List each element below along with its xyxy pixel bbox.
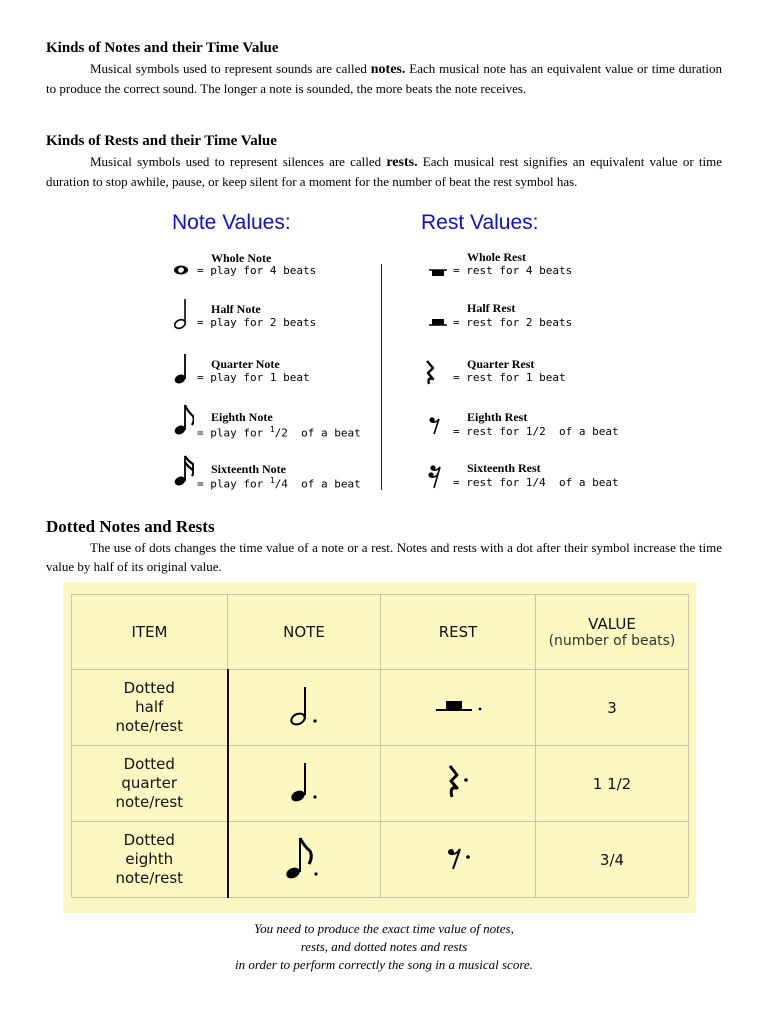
note-cell	[228, 670, 381, 746]
eighth-note-icon	[172, 404, 194, 441]
half-rest-name: Half Rest	[467, 301, 516, 315]
note-cell	[228, 746, 381, 822]
chart-divider	[381, 264, 382, 490]
sixteenth-note-name: Sixteenth Note	[211, 462, 286, 476]
item-cell	[72, 746, 228, 822]
header-value-sub: (number of beats)	[548, 633, 676, 649]
quarter-note-name: Quarter Note	[211, 357, 280, 371]
table-row	[72, 746, 689, 822]
value-cell: 3/4	[536, 822, 689, 898]
rest-cell	[381, 670, 536, 746]
item-line: quarter	[121, 774, 178, 792]
header-rest: REST	[381, 595, 536, 670]
sixteenth-rest-name: Sixteenth Rest	[467, 461, 541, 475]
eighth-note-name: Eighth Note	[211, 410, 273, 424]
sixteenth-note-desc: = play for $^1$/4 of a beat	[197, 476, 361, 491]
whole-rest-icon	[429, 266, 447, 284]
whole-note-icon	[173, 263, 191, 281]
rest-cell	[381, 746, 536, 822]
item-cell	[72, 670, 228, 746]
table-header-row	[72, 595, 689, 670]
eighth-rest-name: Eighth Rest	[467, 410, 528, 424]
item-line: note/rest	[115, 717, 184, 735]
sixteenth-rest-desc: = rest for 1/4 of a beat	[453, 476, 619, 489]
header-item: ITEM	[72, 595, 228, 670]
table-row	[72, 822, 689, 898]
item-line: eighth	[125, 850, 174, 868]
table-row	[72, 670, 689, 746]
item-line: note/rest	[115, 869, 184, 887]
dotted-quarter-rest-icon	[438, 788, 478, 806]
item-line: Dotted	[123, 755, 175, 773]
whole-rest-desc: = rest for 4 beats	[453, 264, 573, 277]
sixteenth-note-icon	[172, 455, 194, 492]
half-rest-icon	[429, 314, 447, 332]
half-rest-desc: = rest for 2 beats	[453, 316, 573, 329]
heading-rests: Kinds of Rests and their Time Value	[46, 133, 277, 149]
quarter-rest-icon	[423, 360, 437, 391]
paragraph-dotted: The use of dots changes the time value of a note or a rest. Notes and rests with a dot after their symbol increase the time value by half of its original value.	[46, 540, 722, 574]
dotted-half-note-icon	[279, 715, 329, 733]
rest-cell	[381, 822, 536, 898]
eighth-note-desc: = play for $^1$/2 of a beat	[197, 425, 361, 440]
half-note-desc: = play for 2 beats	[197, 316, 317, 329]
caption-line: in order to perform correctly the song in a musical score.	[235, 957, 533, 972]
whole-rest-name: Whole Rest	[467, 250, 526, 264]
caption	[0, 920, 768, 974]
item-line: Dotted	[123, 679, 175, 697]
eighth-rest-desc: = rest for 1/2 of a beat	[453, 425, 619, 438]
value-cell: 3	[536, 670, 689, 746]
quarter-note-icon	[172, 353, 188, 390]
eighth-rest-icon	[428, 416, 442, 441]
sixteenth-rest-icon	[428, 464, 442, 495]
header-value-label: VALUE	[588, 615, 636, 633]
half-note-icon	[172, 298, 188, 335]
half-note-name: Half Note	[211, 302, 261, 316]
item-cell	[72, 822, 228, 898]
heading-notes: Kinds of Notes and their Time Value	[46, 40, 279, 56]
paragraph-notes: Musical symbols used to represent sounds are called notes. Each musical note has an equivalent value or time duration to produce the correct sound. The longer a note is sounded, the more beats the note receives.	[46, 61, 723, 96]
value-cell: 1 1/2	[536, 746, 689, 822]
dotted-table	[71, 594, 689, 898]
dotted-eighth-note-icon	[276, 868, 332, 886]
note-cell	[228, 822, 381, 898]
item-line: note/rest	[115, 793, 184, 811]
dotted-half-rest-icon	[428, 707, 488, 725]
quarter-rest-name: Quarter Rest	[467, 357, 535, 371]
note-values-title: Note Values:	[172, 211, 291, 234]
whole-note-name: Whole Note	[211, 251, 272, 265]
quarter-rest-desc: = rest for 1 beat	[453, 371, 566, 384]
rest-values-title: Rest Values:	[421, 211, 539, 234]
caption-line: rests, and dotted notes and rests	[300, 939, 468, 954]
heading-dotted: Dotted Notes and Rests	[46, 517, 215, 536]
quarter-note-desc: = play for 1 beat	[197, 371, 310, 384]
paragraph-rests: Musical symbols used to represent silences are called rests. Each musical rest signifies an equivalent value or time duration to stop awhile, pause, or keep silent for a moment for the number of beat the rest symbol has.	[46, 154, 722, 189]
dotted-quarter-note-icon	[279, 791, 329, 809]
header-note: NOTE	[228, 595, 381, 670]
item-line: half	[135, 698, 164, 716]
whole-note-desc: = play for 4 beats	[197, 264, 317, 277]
dotted-eighth-rest-icon	[438, 859, 478, 877]
header-value	[536, 595, 689, 670]
caption-line: You need to produce the exact time value of notes,	[254, 921, 514, 936]
item-line: Dotted	[123, 831, 175, 849]
